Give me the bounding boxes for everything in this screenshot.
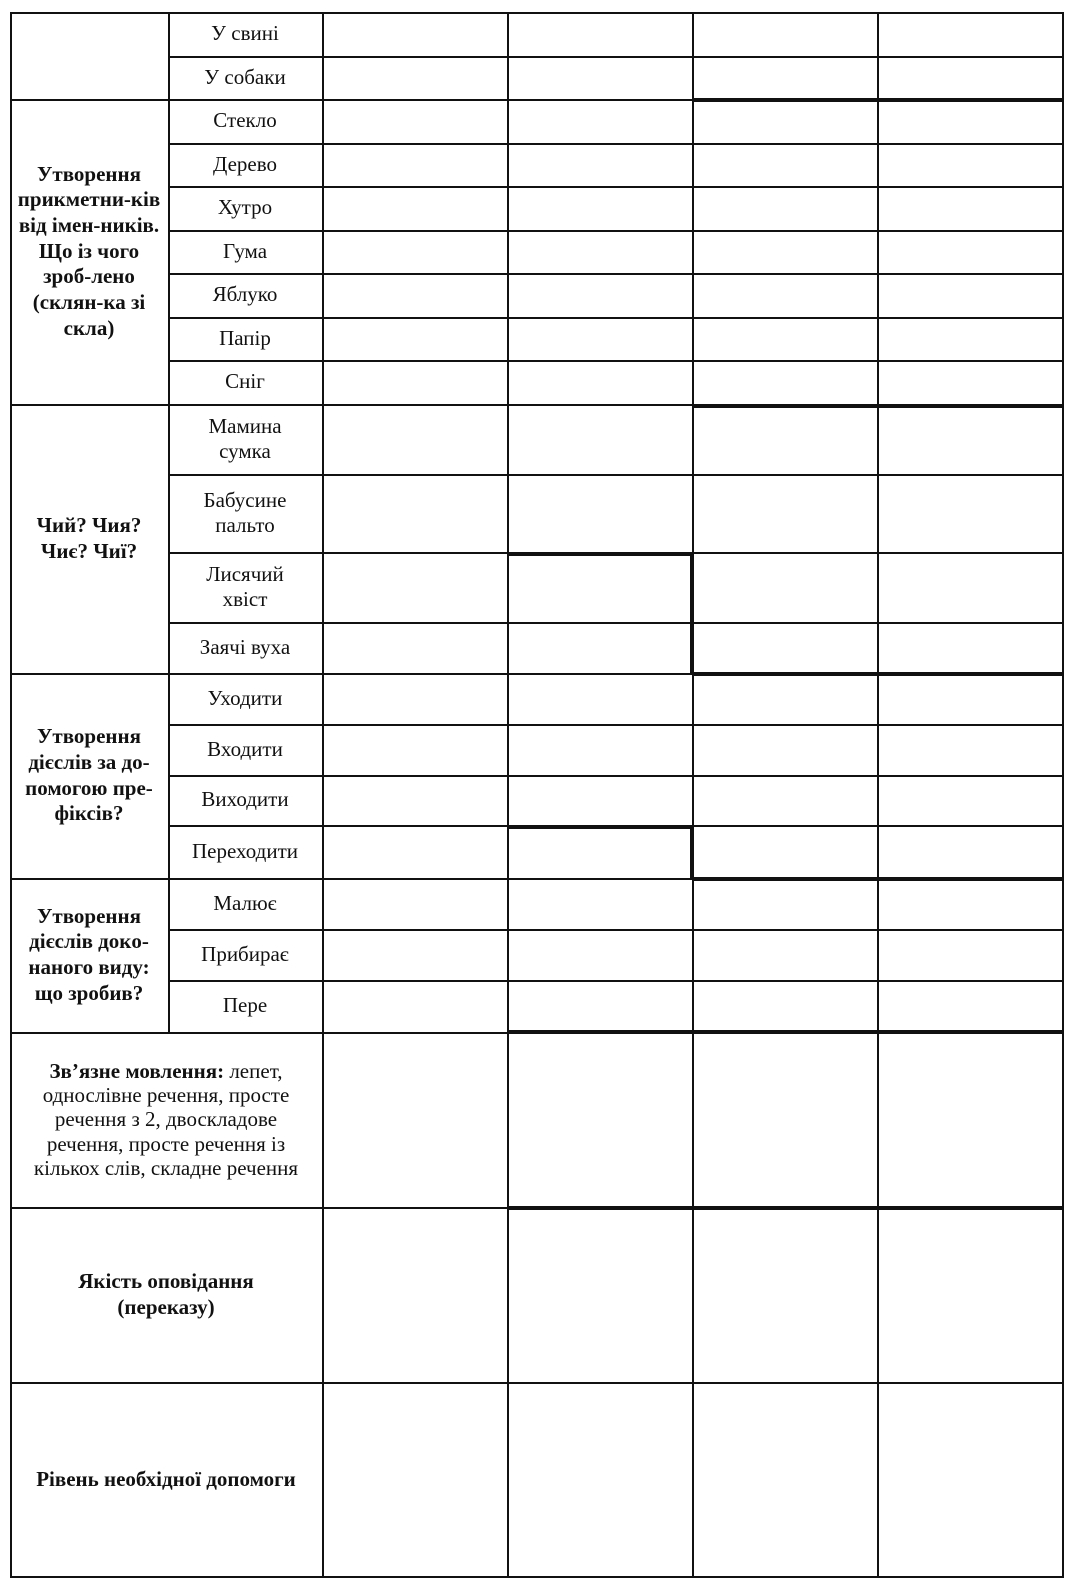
thick-line [507, 825, 692, 829]
speech-description: лепет, однослівне речення, просте речення з 2, двоскладове речення, просте речення із кількох слів, складне речення [33, 1059, 299, 1180]
thick-line [507, 1030, 1064, 1034]
item-fur: Хутро [217, 195, 273, 220]
item-fox-tail-line1: Лисячий [206, 561, 284, 586]
col-line-5 [877, 12, 879, 1578]
item-enter: Входити [207, 736, 283, 761]
item-fox-tail-line2: хвіст [222, 587, 268, 611]
item-grandma-coat-line2: пальто [215, 513, 275, 537]
thick-line [507, 1206, 1064, 1210]
item-glass: Стекло [213, 108, 277, 133]
col-line-2 [322, 12, 324, 1578]
item-rubber: Гума [222, 238, 268, 263]
item-mom-bag-line1: Мамина [208, 413, 282, 438]
item-exit: Виходити [201, 787, 289, 812]
item-fox-tail [168, 552, 322, 622]
col-line-3 [507, 12, 509, 1578]
category-perfective: Утворення дієслів докo-наного виду: що зробив? [28, 903, 150, 1005]
thick-line [692, 877, 1064, 881]
col-line-4 [692, 12, 694, 1578]
thick-line [690, 825, 694, 879]
item-washes: Пере [222, 993, 268, 1018]
item-mom-bag-line2: сумка [219, 439, 271, 463]
thick-line [692, 98, 1064, 102]
item-leave: Уходити [207, 685, 283, 710]
category-prefix-verbs: Утворення дієслів за до-помогою пре-фіксів? [25, 724, 153, 826]
item-draws: Малює [213, 890, 277, 915]
thick-line [692, 672, 1064, 676]
category-connected-speech [10, 1032, 322, 1207]
category-possessive: Чий? Чия? Чиє? Чиї? [36, 512, 142, 563]
item-pig: У свині [211, 21, 279, 46]
thick-line [690, 552, 694, 674]
speech-title: Зв’язне мовлення: [49, 1059, 225, 1084]
item-dog: У собаки [204, 64, 286, 89]
item-cleans: Прибирає [201, 941, 289, 966]
item-hare-ears: Заячі вуха [199, 634, 291, 659]
item-mom-bag [168, 404, 322, 474]
item-snow: Сніг [225, 369, 265, 394]
category-help-level: Рівень необхідної допомоги [36, 1467, 296, 1492]
item-wood: Дерево [213, 151, 277, 176]
thick-line [507, 552, 692, 556]
item-paper: Папір [219, 325, 271, 350]
item-grandma-coat-line1: Бабусине [203, 487, 287, 512]
thick-line [692, 404, 1064, 408]
category-adjectives: Утворення прикметни-ків від імен-ників. Що із чого зроб-лено (склян-ка зі скла) [17, 161, 161, 340]
category-story-quality: Якість оповідання (переказу) [78, 1268, 254, 1319]
item-apple: Яблуко [212, 282, 278, 307]
item-cross: Переходити [192, 838, 298, 863]
assessment-table [10, 12, 1064, 1578]
item-grandma-coat [168, 474, 322, 552]
